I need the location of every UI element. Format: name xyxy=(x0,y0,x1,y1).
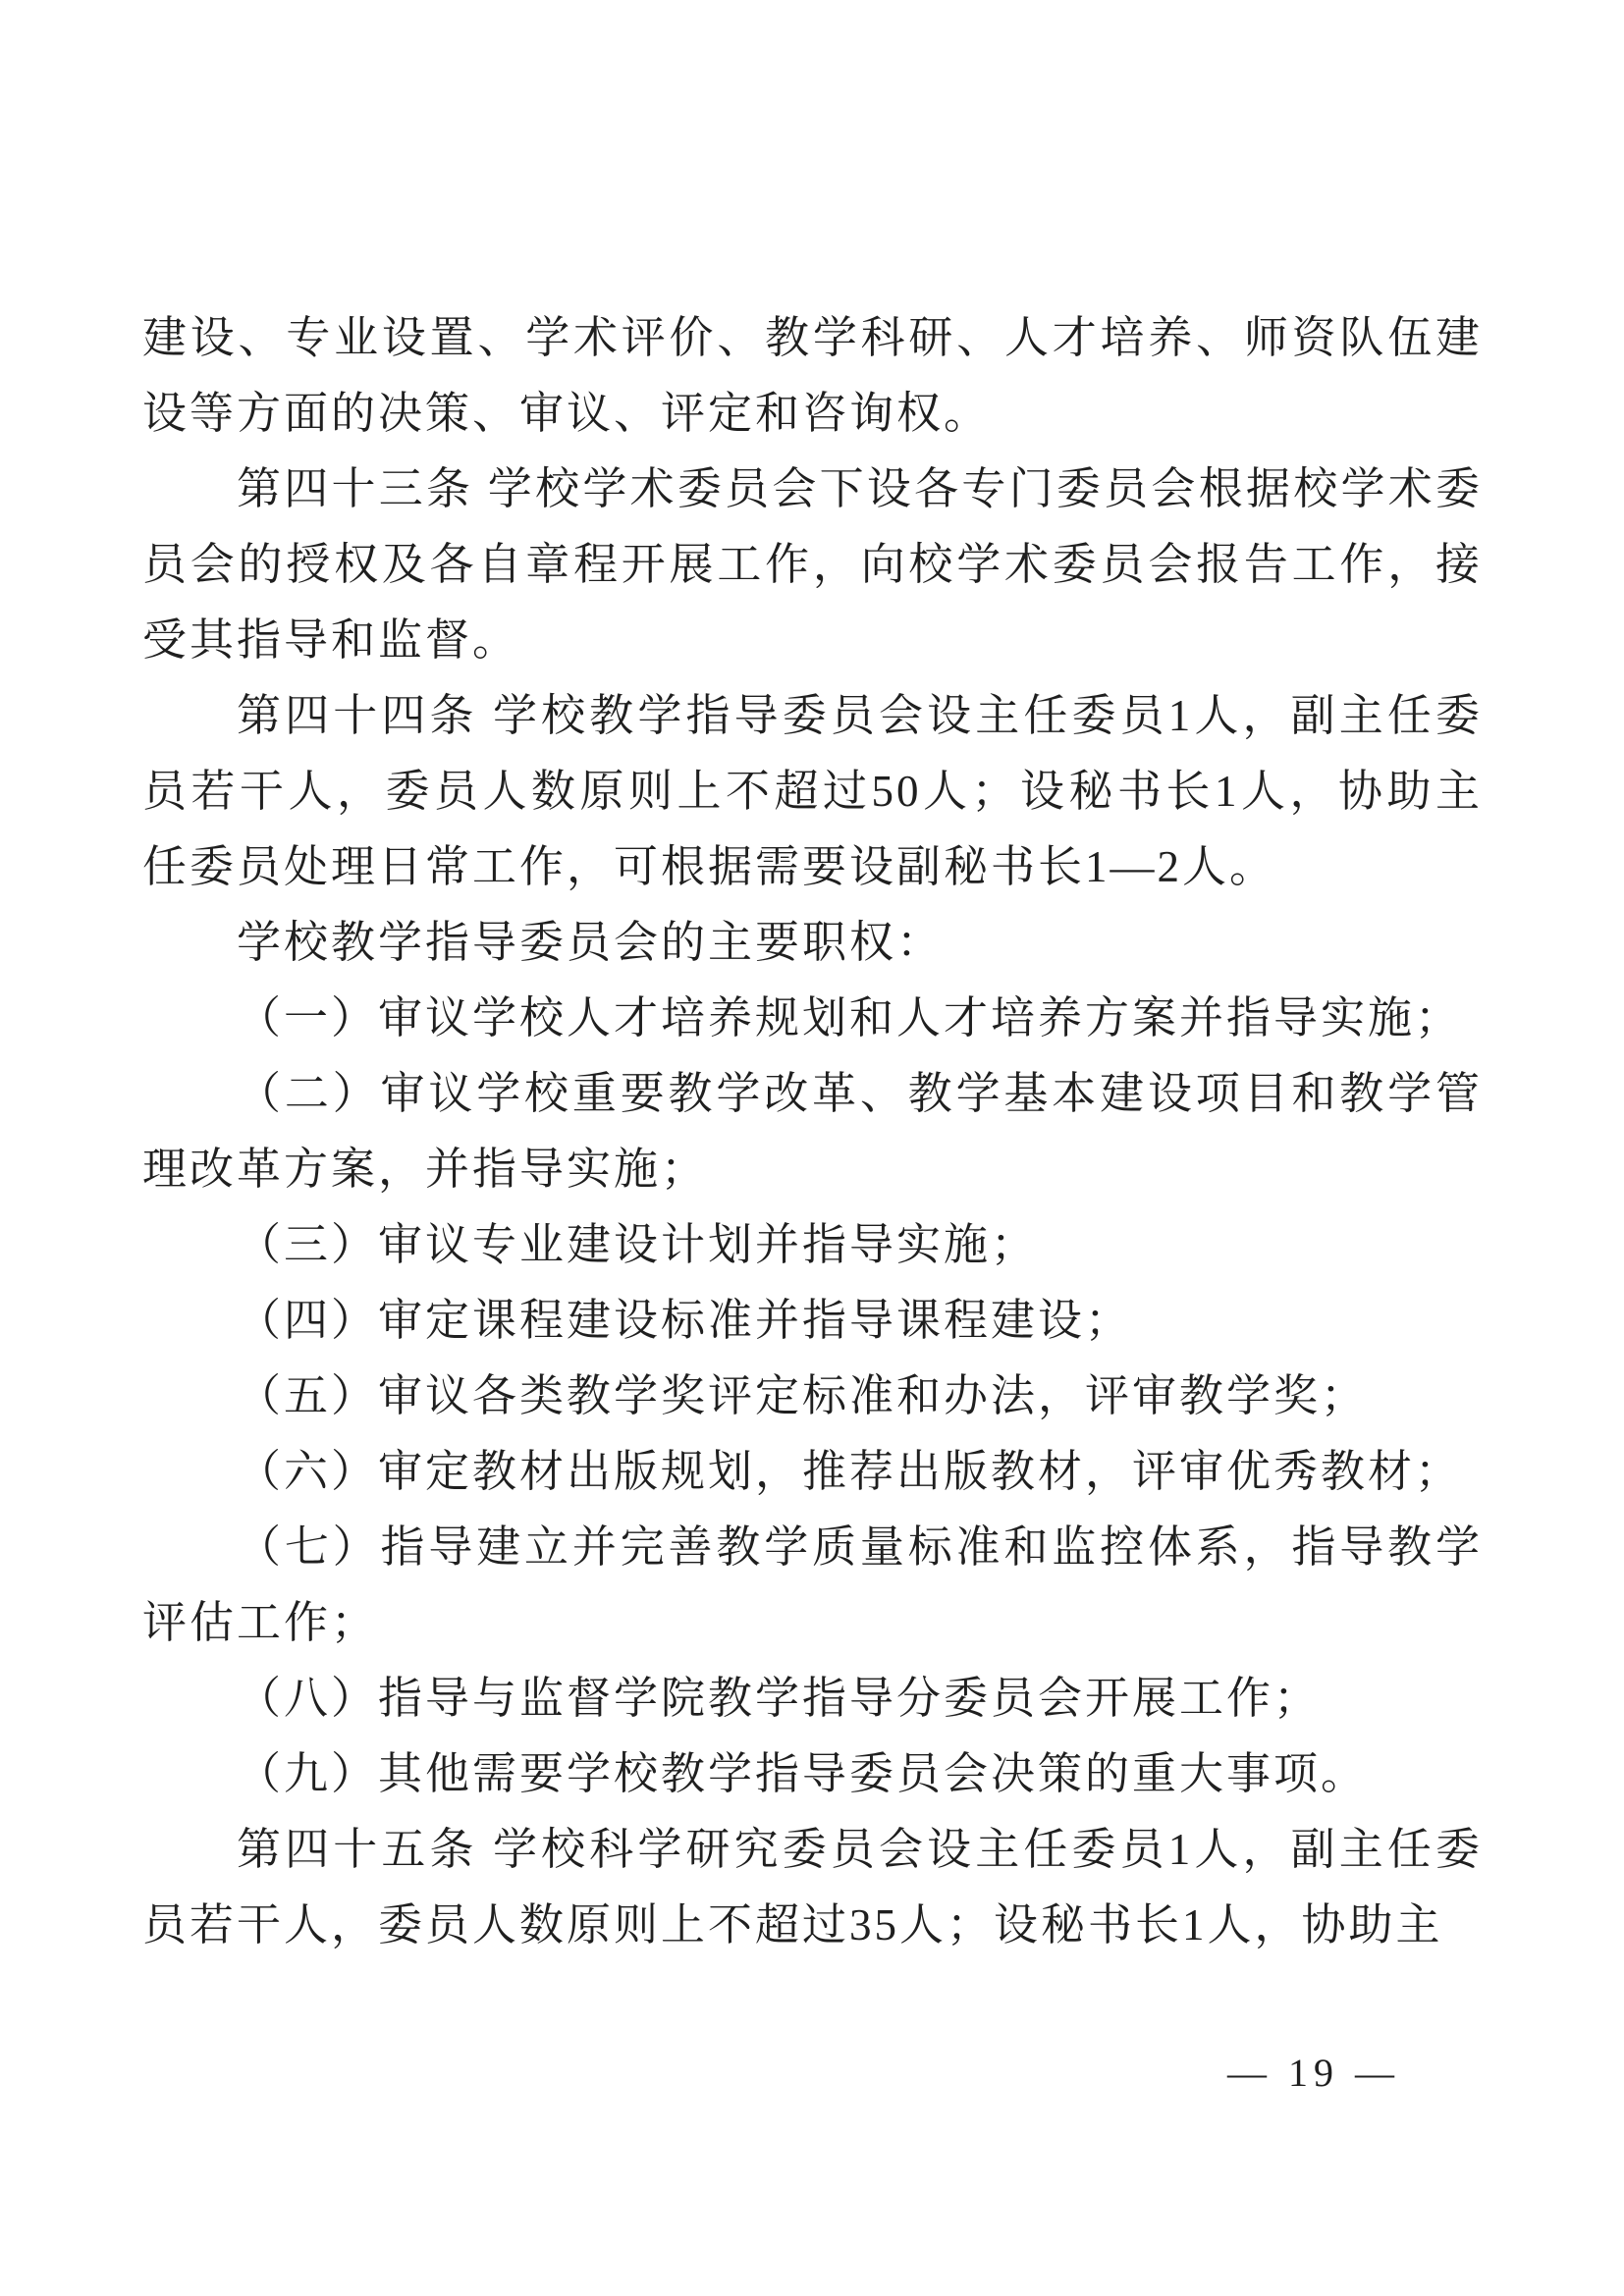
paragraph: 第四十五条 学校科学研究委员会设主任委员1人，副主任委员若干人，委员人数原则上不超过35人；设秘书长1人，协助主 xyxy=(142,1825,1483,1949)
paragraph: 第四十三条 学校学术委员会下设各专门委员会根据校学术委员会的授权及各自章程开展工作，向校学术委员会报告工作，接受其指导和监督。 xyxy=(142,464,1483,665)
paragraph: （二）审议学校重要教学改革、教学基本建设项目和教学管理改革方案，并指导实施； xyxy=(142,1069,1483,1194)
page-number: — 19 — xyxy=(1227,2051,1400,2095)
paragraph: （六）审定教材出版规划，推荐出版教材，评审优秀教材； xyxy=(237,1447,1463,1496)
paragraph: （七）指导建立并完善教学质量标准和监控体系，指导教学评估工作； xyxy=(142,1522,1483,1647)
paragraph: （三）审议专业建设计划并指导实施； xyxy=(237,1220,1039,1269)
paragraph: （八）指导与监督学院教学指导分委员会开展工作； xyxy=(237,1674,1322,1723)
paragraph: （四）审定课程建设标准并指导课程建设； xyxy=(237,1296,1133,1345)
paragraph: （一）审议学校人才培养规划和人才培养方案并指导实施； xyxy=(237,993,1463,1042)
paragraph: 建设、专业设置、学术评价、教学科研、人才培养、师资队伍建设等方面的决策、审议、评定和咨询权。 xyxy=(142,313,1483,438)
page-footer xyxy=(1227,2050,1400,2096)
paragraph: （九）其他需要学校教学指导委员会决策的重大事项。 xyxy=(237,1749,1369,1798)
document-body xyxy=(142,300,1483,1963)
paragraph: （五）审议各类教学奖评定标准和办法，评审教学奖； xyxy=(237,1371,1369,1420)
paragraph: 第四十四条 学校教学指导委员会设主任委员1人，副主任委员若干人，委员人数原则上不超过50人；设秘书长1人，协助主任委员处理日常工作，可根据需要设副秘书长1—2人。 xyxy=(142,691,1483,891)
paragraph: 学校教学指导委员会的主要职权： xyxy=(237,918,945,967)
